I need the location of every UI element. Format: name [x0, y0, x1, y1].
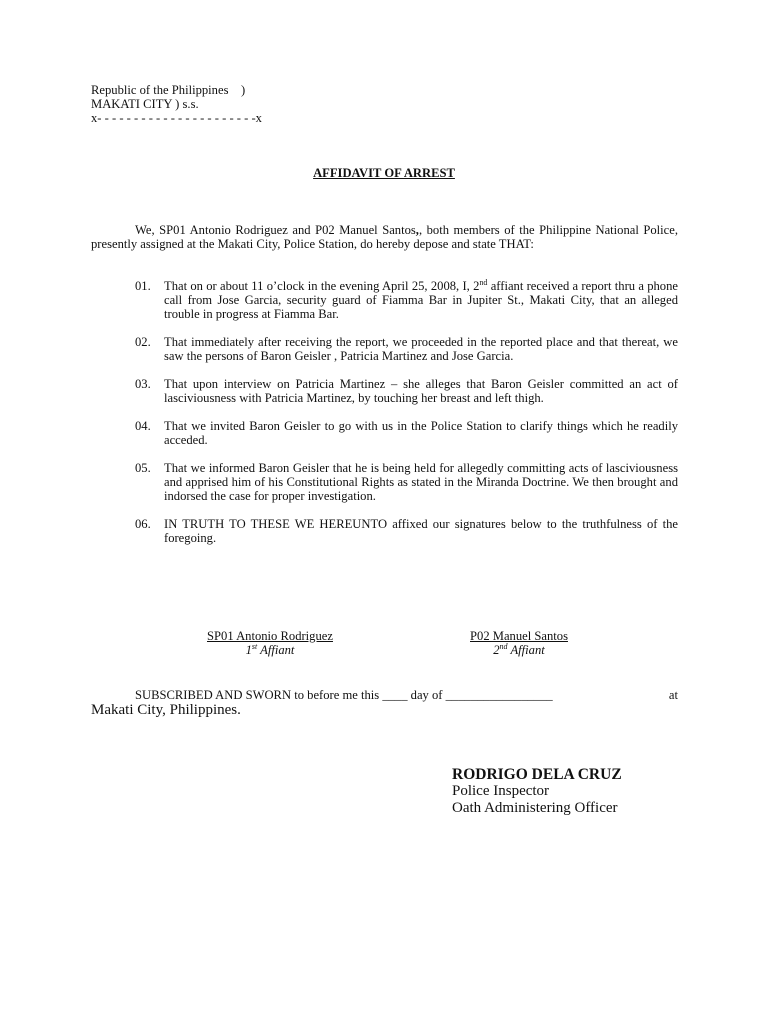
document-title: AFFIDAVIT OF ARREST	[313, 166, 455, 180]
administering-officer-block	[452, 766, 622, 817]
paragraph-text: IN TRUTH TO THESE WE HEREUNTO affixed our signatures below to the truthfulness of the foregoing.	[164, 517, 678, 545]
paragraph-number: 02.	[135, 335, 151, 349]
paragraph-04	[135, 419, 678, 447]
paragraph-01	[135, 279, 678, 321]
ordinal-suffix: st	[251, 641, 258, 651]
numbered-paragraphs	[135, 279, 678, 559]
paragraph-02	[135, 335, 678, 363]
paragraph-05	[135, 461, 678, 503]
caption-separator: x- - - - - - - - - - - - - - - - - - - - - -x	[91, 111, 262, 125]
paragraph-text: That we informed Baron Geisler that he is being held for allegedly committing acts of lasciviousness and apprised him of his Constitutional Rights as stated in the Miranda Doctrine. We then brought and indorsed the case for proper investigation.	[164, 461, 678, 503]
role-ordinal: 1	[245, 643, 252, 657]
role-ordinal: 2	[493, 643, 500, 657]
intro-text-a: We, SP01 Antonio Rodriguez and P02 Manuel Santos	[135, 223, 416, 237]
signature-second-affiant	[452, 629, 586, 657]
signatory-name: P02 Manuel Santos	[470, 629, 568, 643]
paragraph-text: That upon interview on Patricia Martinez – she alleges that Baron Geisler committed an act of lasciviousness with Patricia Martinez, by touching her breast and left thigh.	[164, 377, 678, 405]
document-caption	[91, 83, 391, 125]
paragraph-text: That immediately after receiving the report, we proceeded in the reported place and that thereat, we saw the persons of Baron Geisler , Patricia Martinez and Jose Garcia.	[164, 335, 678, 363]
intro-paragraph	[91, 223, 678, 251]
signature-first-affiant	[185, 629, 355, 657]
signatory-role	[185, 643, 355, 657]
jurat-at: at	[668, 688, 678, 702]
officer-name: RODRIGO DELA CRUZ	[452, 766, 622, 783]
jurat-place: Makati City, Philippines.	[91, 702, 241, 718]
ordinal-suffix: nd	[479, 277, 488, 287]
jurat-line	[135, 688, 678, 702]
paragraph-text-a: That on or about 11 o’clock in the evening April 25, 2008, I, 2	[164, 279, 480, 293]
role-label: Affiant	[507, 643, 545, 657]
signatory-role	[452, 643, 586, 657]
paragraph-number: 01.	[135, 279, 151, 293]
jurat-text: SUBSCRIBED AND SWORN to before me this ____ day of _________________	[135, 688, 553, 702]
signatory-name: SP01 Antonio Rodriguez	[207, 629, 333, 643]
caption-city: MAKATI CITY ) s.s.	[91, 97, 199, 111]
paragraph-number: 06.	[135, 517, 151, 531]
officer-role: Oath Administering Officer	[452, 800, 618, 816]
paragraph-text-b: affiant received a report thru a phone call from Jose Garcia, security guard of Fiamma Bar in Jupiter St., Makati City, that an alleged trouble in progress at Fiamma Bar.	[164, 279, 678, 321]
paragraph-text	[164, 279, 678, 321]
paragraph-06	[135, 517, 678, 545]
officer-title: Police Inspector	[452, 783, 550, 799]
paragraph-03	[135, 377, 678, 405]
caption-republic: Republic of the Philippines )	[91, 83, 246, 97]
paragraph-number: 04.	[135, 419, 151, 433]
paragraph-number: 05.	[135, 461, 151, 475]
role-label: Affiant	[257, 643, 295, 657]
ordinal-suffix: nd	[499, 641, 508, 651]
intro-comma: ,	[415, 223, 419, 237]
paragraph-text: That we invited Baron Geisler to go with us in the Police Station to clarify things which he readily acceded.	[164, 419, 678, 447]
intro-text-b: , both members of the Philippine National Police, presently assigned at the Makati City, Police Station, do hereby depose and state THAT:	[91, 223, 678, 251]
paragraph-number: 03.	[135, 377, 151, 391]
